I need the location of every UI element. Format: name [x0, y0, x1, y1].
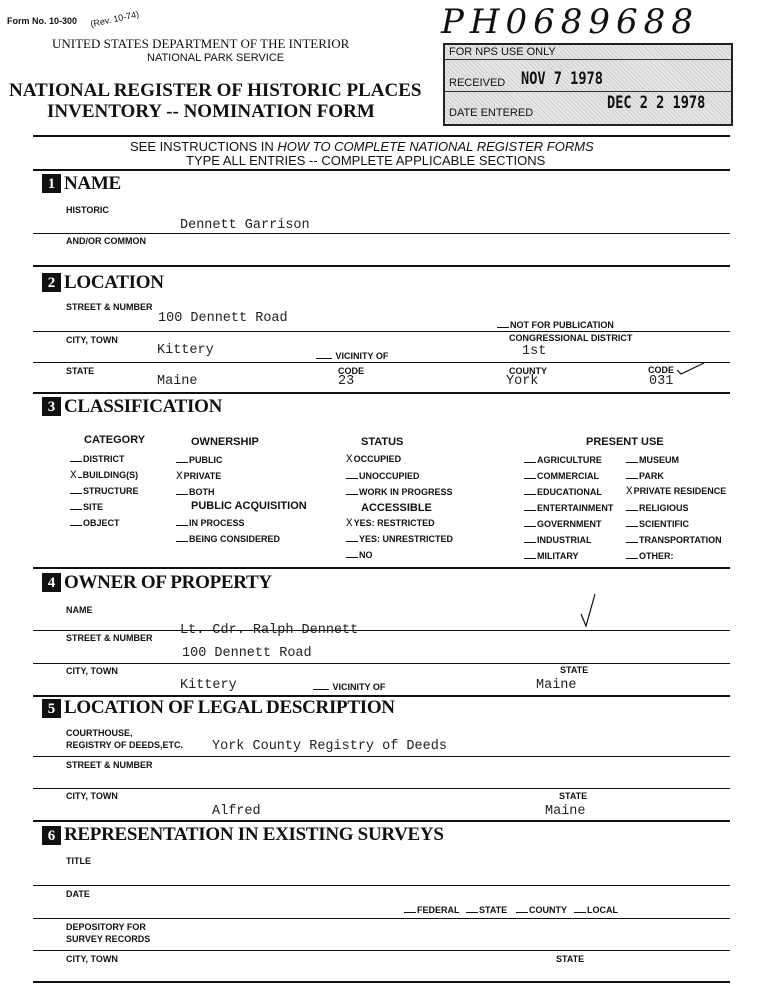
- ownership-private[interactable]: XPRIVATE: [176, 471, 222, 483]
- use-entertainment[interactable]: ENTERTAINMENT: [524, 503, 613, 513]
- service-name: NATIONAL PARK SERVICE: [147, 52, 285, 64]
- section-number-6: 6: [42, 826, 61, 845]
- section-title-surveys: REPRESENTATION IN EXISTING SURVEYS: [64, 824, 444, 845]
- owner-city-label: CITY, TOWN: [66, 666, 118, 676]
- section-number-1: 1: [42, 174, 61, 193]
- courthouse-label-line2: REGISTRY OF DEEDS,ETC.: [66, 740, 184, 750]
- congressional-district-value[interactable]: 1st: [522, 344, 547, 359]
- ownership-public[interactable]: PUBLIC: [176, 455, 223, 465]
- historic-label: HISTORIC: [66, 205, 109, 215]
- date-entered-stamp: DEC 2 2 1978: [607, 93, 706, 113]
- street-number-value[interactable]: 100 Dennett Road: [158, 311, 288, 326]
- state-code-value[interactable]: 23: [338, 374, 355, 389]
- section-title-name: NAME: [64, 173, 121, 194]
- public-acq-being-considered[interactable]: BEING CONSIDERED: [176, 534, 280, 544]
- form-title-line2: INVENTORY -- NOMINATION FORM: [47, 101, 375, 122]
- owner-city-value[interactable]: Kittery: [180, 678, 237, 693]
- check-mark-icon: [676, 361, 706, 380]
- survey-level-county[interactable]: COUNTY: [516, 905, 567, 915]
- historic-name-value[interactable]: Dennett Garrison: [180, 218, 310, 233]
- not-for-publication-option[interactable]: NOT FOR PUBLICATION: [497, 320, 614, 330]
- category-object[interactable]: OBJECT: [70, 518, 120, 528]
- use-private-residence[interactable]: XPRIVATE RESIDENCE: [626, 486, 727, 498]
- city-town-label: CITY, TOWN: [66, 335, 118, 345]
- survey-level-local[interactable]: LOCAL: [574, 905, 618, 915]
- courthouse-value[interactable]: York County Registry of Deeds: [212, 739, 447, 754]
- depository-label-line1: DEPOSITORY FOR: [66, 922, 146, 932]
- owner-name-value[interactable]: Lt. Cdr. Ralph Dennett: [180, 623, 359, 638]
- form-number: Form No. 10-300: [7, 16, 78, 26]
- congressional-district-label: CONGRESSIONAL DISTRICT: [509, 333, 633, 343]
- section-number-2: 2: [42, 273, 61, 292]
- use-industrial[interactable]: INDUSTRIAL: [524, 535, 592, 545]
- section-title-classification: CLASSIFICATION: [64, 396, 223, 417]
- section-title-owner: OWNER OF PROPERTY: [64, 572, 272, 593]
- legal-state-value[interactable]: Maine: [545, 804, 586, 819]
- owner-vicinity-option[interactable]: VICINITY OF: [313, 682, 385, 692]
- status-occupied[interactable]: XOCCUPIED: [346, 454, 402, 466]
- use-museum[interactable]: MUSEUM: [626, 455, 679, 465]
- section-number-5: 5: [42, 699, 61, 718]
- form-title-line1: NATIONAL REGISTER OF HISTORIC PLACES: [9, 80, 422, 101]
- public-acquisition-heading: PUBLIC ACQUISITION: [191, 500, 307, 512]
- use-agriculture[interactable]: AGRICULTURE: [524, 455, 602, 465]
- accessible-heading: ACCESSIBLE: [361, 502, 432, 514]
- street-number-label: STREET & NUMBER: [66, 302, 153, 312]
- section-number-3: 3: [42, 397, 61, 416]
- survey-title-label: TITLE: [66, 856, 91, 866]
- legal-state-label: STATE: [559, 791, 588, 801]
- use-military[interactable]: MILITARY: [524, 551, 579, 561]
- use-scientific[interactable]: SCIENTIFIC: [626, 519, 689, 529]
- accessible-yes-restricted[interactable]: XYES: RESTRICTED: [346, 518, 435, 530]
- status-unoccupied[interactable]: UNOCCUPIED: [346, 471, 420, 481]
- state-label: STATE: [66, 366, 95, 376]
- status-work-in-progress[interactable]: WORK IN PROGRESS: [346, 487, 453, 497]
- category-site[interactable]: SITE: [70, 502, 103, 512]
- survey-city-label: CITY, TOWN: [66, 954, 118, 964]
- common-name-label: AND/OR COMMON: [66, 236, 146, 246]
- county-code-label: CODE: [648, 365, 675, 375]
- category-heading: CATEGORY: [84, 434, 146, 446]
- county-value[interactable]: York: [506, 374, 539, 389]
- use-commercial[interactable]: COMMERCIAL: [524, 471, 599, 481]
- public-acq-in-process[interactable]: IN PROCESS: [176, 518, 245, 528]
- accessible-yes-unrestricted[interactable]: YES: UNRESTRICTED: [346, 534, 453, 544]
- nps-use-label: FOR NPS USE ONLY: [449, 46, 556, 58]
- ownership-heading: OWNERSHIP: [191, 436, 259, 448]
- legal-city-label: CITY, TOWN: [66, 791, 118, 801]
- received-stamp-date: NOV 7 1978: [521, 69, 603, 89]
- use-educational[interactable]: EDUCATIONAL: [524, 487, 602, 497]
- owner-street-label: STREET & NUMBER: [66, 633, 153, 643]
- depository-label-line2: SURVEY RECORDS: [66, 934, 151, 944]
- ownership-both[interactable]: BOTH: [176, 487, 215, 497]
- category-district[interactable]: DISTRICT: [70, 454, 125, 464]
- use-park[interactable]: PARK: [626, 471, 664, 481]
- section-title-location: LOCATION: [64, 272, 164, 293]
- state-value[interactable]: Maine: [157, 374, 198, 389]
- form-revision: (Rev. 10-74): [89, 8, 140, 30]
- section-title-legal-description: LOCATION OF LEGAL DESCRIPTION: [64, 697, 395, 718]
- date-entered-label: DATE ENTERED: [449, 107, 534, 119]
- section-number-4: 4: [42, 573, 61, 592]
- county-code-value[interactable]: 031: [649, 374, 674, 389]
- use-other[interactable]: OTHER:: [626, 551, 674, 561]
- accessible-no[interactable]: NO: [346, 550, 373, 560]
- handwritten-reference-number: PH0689688: [441, 2, 699, 42]
- status-heading: STATUS: [361, 436, 404, 448]
- legal-street-label: STREET & NUMBER: [66, 760, 153, 770]
- owner-state-label: STATE: [560, 665, 589, 675]
- survey-level-state[interactable]: STATE: [466, 905, 507, 915]
- legal-city-value[interactable]: Alfred: [212, 804, 261, 819]
- survey-date-label: DATE: [66, 889, 90, 899]
- check-mark-icon: [580, 592, 600, 633]
- survey-state-label: STATE: [556, 954, 585, 964]
- category-structure[interactable]: STRUCTURE: [70, 486, 139, 496]
- use-religious[interactable]: RELIGIOUS: [626, 503, 689, 513]
- courthouse-label-line1: COURTHOUSE,: [66, 728, 133, 738]
- city-town-value[interactable]: Kittery: [157, 343, 214, 358]
- owner-state-value[interactable]: Maine: [536, 678, 577, 693]
- use-transportation[interactable]: TRANSPORTATION: [626, 535, 722, 545]
- owner-name-label: NAME: [66, 605, 93, 615]
- nps-use-box: [443, 43, 733, 126]
- instructions-line1: SEE INSTRUCTIONS IN HOW TO COMPLETE NATIONAL REGISTER FORMS: [130, 139, 594, 154]
- category-buildings[interactable]: X BUILDING(S): [70, 470, 139, 482]
- received-label: RECEIVED: [449, 77, 506, 89]
- owner-street-value[interactable]: 100 Dennett Road: [182, 646, 312, 661]
- vicinity-option[interactable]: VICINITY OF: [316, 351, 388, 361]
- present-use-heading: PRESENT USE: [586, 436, 664, 448]
- survey-level-federal[interactable]: FEDERAL: [404, 905, 460, 915]
- county-label: COUNTY: [509, 366, 547, 376]
- department-name: UNITED STATES DEPARTMENT OF THE INTERIOR: [52, 36, 350, 51]
- use-government[interactable]: GOVERNMENT: [524, 519, 602, 529]
- instructions-line2: TYPE ALL ENTRIES -- COMPLETE APPLICABLE SECTIONS: [186, 153, 546, 168]
- state-code-label: CODE: [338, 366, 365, 376]
